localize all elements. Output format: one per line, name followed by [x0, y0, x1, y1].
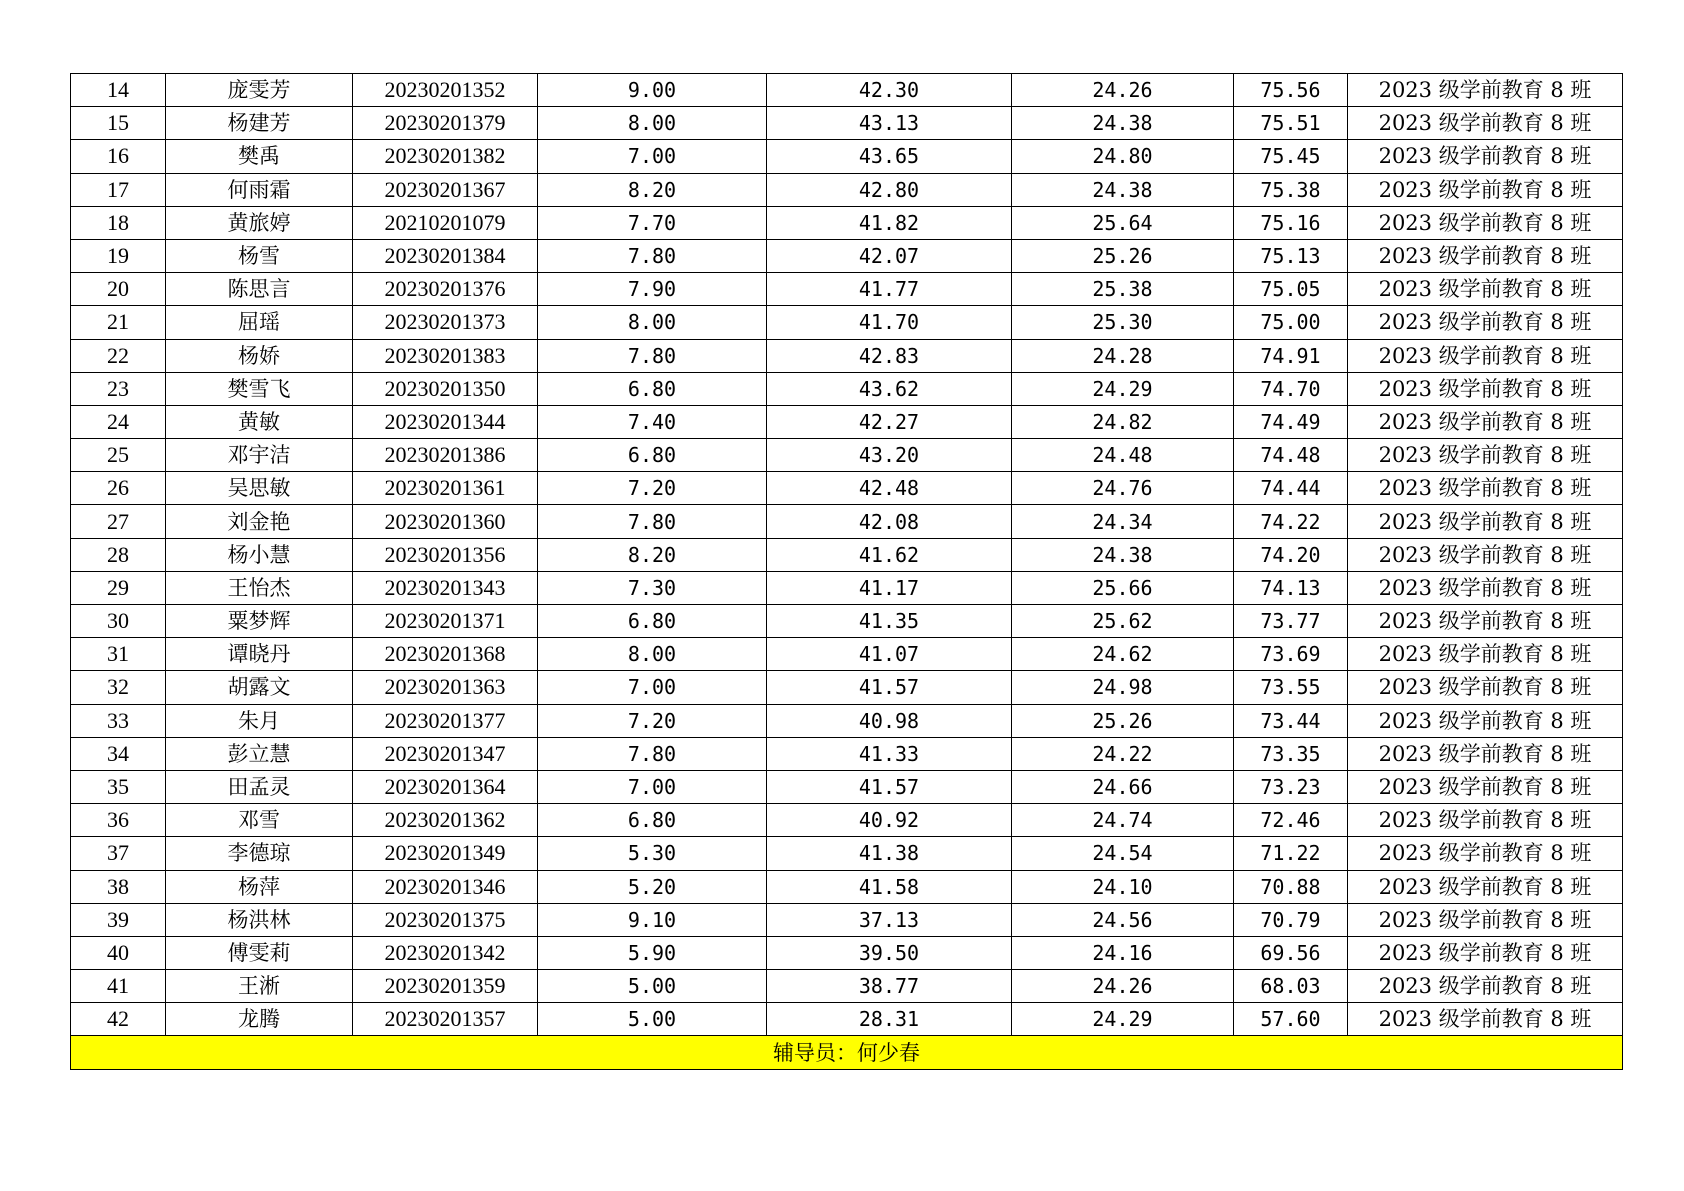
name-cell: 刘金艳 [166, 505, 353, 538]
score-b-cell: 41.17 [767, 571, 1012, 604]
student-id-cell: 20230201342 [353, 936, 538, 969]
score-b-cell: 41.07 [767, 638, 1012, 671]
name-cell: 杨洪林 [166, 903, 353, 936]
score-a-cell: 8.00 [538, 638, 767, 671]
score-c-cell: 24.26 [1012, 74, 1234, 107]
table-row [71, 737, 1623, 770]
score-c-cell: 25.26 [1012, 239, 1234, 272]
class-cell: 2023 级学前教育 8 班 [1348, 140, 1623, 173]
name-cell: 何雨霜 [166, 173, 353, 206]
class-cell: 2023 级学前教育 8 班 [1348, 74, 1623, 107]
student-id-cell: 20230201383 [353, 339, 538, 372]
table-row [71, 605, 1623, 638]
score-b-cell: 42.48 [767, 472, 1012, 505]
name-cell: 龙腾 [166, 1003, 353, 1036]
score-a-cell: 7.00 [538, 140, 767, 173]
rank-cell: 21 [71, 306, 166, 339]
rank-cell: 20 [71, 273, 166, 306]
total-cell: 73.23 [1234, 770, 1348, 803]
score-b-cell: 41.70 [767, 306, 1012, 339]
student-id-cell: 20230201375 [353, 903, 538, 936]
score-a-cell: 7.20 [538, 704, 767, 737]
name-cell: 邓宇洁 [166, 439, 353, 472]
score-b-cell: 41.57 [767, 770, 1012, 803]
class-cell: 2023 级学前教育 8 班 [1348, 970, 1623, 1003]
rank-cell: 23 [71, 372, 166, 405]
score-a-cell: 7.90 [538, 273, 767, 306]
score-c-cell: 25.62 [1012, 605, 1234, 638]
score-c-cell: 24.16 [1012, 936, 1234, 969]
rank-cell: 35 [71, 770, 166, 803]
table-row [71, 140, 1623, 173]
class-cell: 2023 级学前教育 8 班 [1348, 339, 1623, 372]
table-row [71, 638, 1623, 671]
class-cell: 2023 级学前教育 8 班 [1348, 870, 1623, 903]
score-b-cell: 41.33 [767, 737, 1012, 770]
rank-cell: 34 [71, 737, 166, 770]
score-b-cell: 41.62 [767, 538, 1012, 571]
table-row [71, 903, 1623, 936]
class-cell: 2023 级学前教育 8 班 [1348, 605, 1623, 638]
student-id-cell: 20230201343 [353, 571, 538, 604]
student-id-cell: 20230201346 [353, 870, 538, 903]
student-id-cell: 20230201357 [353, 1003, 538, 1036]
score-c-cell: 24.74 [1012, 804, 1234, 837]
score-b-cell: 40.92 [767, 804, 1012, 837]
total-cell: 74.70 [1234, 372, 1348, 405]
score-b-cell: 28.31 [767, 1003, 1012, 1036]
table-row [71, 505, 1623, 538]
score-a-cell: 9.00 [538, 74, 767, 107]
rank-cell: 16 [71, 140, 166, 173]
score-a-cell: 6.80 [538, 372, 767, 405]
name-cell: 王怡杰 [166, 571, 353, 604]
table-body [71, 74, 1623, 1036]
score-a-cell: 7.40 [538, 405, 767, 438]
score-b-cell: 39.50 [767, 936, 1012, 969]
score-a-cell: 5.30 [538, 837, 767, 870]
score-c-cell: 25.38 [1012, 273, 1234, 306]
table-row [71, 804, 1623, 837]
student-id-cell: 20230201368 [353, 638, 538, 671]
class-cell: 2023 级学前教育 8 班 [1348, 704, 1623, 737]
score-a-cell: 5.00 [538, 970, 767, 1003]
total-cell: 73.44 [1234, 704, 1348, 737]
rank-cell: 36 [71, 804, 166, 837]
score-b-cell: 37.13 [767, 903, 1012, 936]
rank-cell: 31 [71, 638, 166, 671]
class-cell: 2023 级学前教育 8 班 [1348, 571, 1623, 604]
total-cell: 74.49 [1234, 405, 1348, 438]
class-cell: 2023 级学前教育 8 班 [1348, 107, 1623, 140]
score-b-cell: 42.27 [767, 405, 1012, 438]
student-id-cell: 20230201371 [353, 605, 538, 638]
score-b-cell: 41.58 [767, 870, 1012, 903]
score-a-cell: 5.00 [538, 1003, 767, 1036]
rank-cell: 18 [71, 206, 166, 239]
score-table [70, 73, 1623, 1070]
total-cell: 75.05 [1234, 273, 1348, 306]
score-b-cell: 41.82 [767, 206, 1012, 239]
name-cell: 粟梦辉 [166, 605, 353, 638]
class-cell: 2023 级学前教育 8 班 [1348, 538, 1623, 571]
score-c-cell: 24.82 [1012, 405, 1234, 438]
score-c-cell: 24.26 [1012, 970, 1234, 1003]
total-cell: 75.45 [1234, 140, 1348, 173]
student-id-cell: 20210201079 [353, 206, 538, 239]
class-cell: 2023 级学前教育 8 班 [1348, 638, 1623, 671]
score-a-cell: 7.30 [538, 571, 767, 604]
score-c-cell: 24.34 [1012, 505, 1234, 538]
score-c-cell: 24.10 [1012, 870, 1234, 903]
total-cell: 57.60 [1234, 1003, 1348, 1036]
student-id-cell: 20230201350 [353, 372, 538, 405]
total-cell: 74.91 [1234, 339, 1348, 372]
total-cell: 75.38 [1234, 173, 1348, 206]
total-cell: 73.55 [1234, 671, 1348, 704]
class-cell: 2023 级学前教育 8 班 [1348, 206, 1623, 239]
total-cell: 71.22 [1234, 837, 1348, 870]
rank-cell: 14 [71, 74, 166, 107]
table-row [71, 306, 1623, 339]
total-cell: 68.03 [1234, 970, 1348, 1003]
table-row [71, 704, 1623, 737]
student-id-cell: 20230201359 [353, 970, 538, 1003]
score-a-cell: 7.00 [538, 671, 767, 704]
score-c-cell: 25.64 [1012, 206, 1234, 239]
score-b-cell: 43.20 [767, 439, 1012, 472]
score-a-cell: 8.00 [538, 306, 767, 339]
table-row [71, 206, 1623, 239]
score-a-cell: 8.00 [538, 107, 767, 140]
class-cell: 2023 级学前教育 8 班 [1348, 804, 1623, 837]
class-cell: 2023 级学前教育 8 班 [1348, 405, 1623, 438]
class-cell: 2023 级学前教育 8 班 [1348, 903, 1623, 936]
name-cell: 庞雯芳 [166, 74, 353, 107]
score-b-cell: 42.80 [767, 173, 1012, 206]
total-cell: 69.56 [1234, 936, 1348, 969]
score-c-cell: 25.30 [1012, 306, 1234, 339]
rank-cell: 17 [71, 173, 166, 206]
name-cell: 邓雪 [166, 804, 353, 837]
rank-cell: 42 [71, 1003, 166, 1036]
score-c-cell: 24.54 [1012, 837, 1234, 870]
table-row [71, 273, 1623, 306]
student-id-cell: 20230201363 [353, 671, 538, 704]
name-cell: 胡露文 [166, 671, 353, 704]
name-cell: 黄旅婷 [166, 206, 353, 239]
name-cell: 吴思敏 [166, 472, 353, 505]
name-cell: 彭立慧 [166, 737, 353, 770]
score-b-cell: 42.30 [767, 74, 1012, 107]
score-c-cell: 24.38 [1012, 538, 1234, 571]
score-a-cell: 6.80 [538, 439, 767, 472]
score-a-cell: 8.20 [538, 538, 767, 571]
score-c-cell: 24.66 [1012, 770, 1234, 803]
class-cell: 2023 级学前教育 8 班 [1348, 936, 1623, 969]
score-b-cell: 42.83 [767, 339, 1012, 372]
name-cell: 杨娇 [166, 339, 353, 372]
student-id-cell: 20230201360 [353, 505, 538, 538]
student-id-cell: 20230201356 [353, 538, 538, 571]
total-cell: 74.48 [1234, 439, 1348, 472]
score-c-cell: 24.38 [1012, 173, 1234, 206]
name-cell: 田孟灵 [166, 770, 353, 803]
student-id-cell: 20230201367 [353, 173, 538, 206]
counselor-cell: 辅导员：何少春 [71, 1036, 1623, 1069]
name-cell: 陈思言 [166, 273, 353, 306]
rank-cell: 32 [71, 671, 166, 704]
counselor-row [71, 1036, 1623, 1069]
class-cell: 2023 级学前教育 8 班 [1348, 306, 1623, 339]
score-b-cell: 41.38 [767, 837, 1012, 870]
table-row [71, 936, 1623, 969]
name-cell: 王淅 [166, 970, 353, 1003]
class-cell: 2023 级学前教育 8 班 [1348, 439, 1623, 472]
score-c-cell: 24.28 [1012, 339, 1234, 372]
score-b-cell: 41.35 [767, 605, 1012, 638]
rank-cell: 41 [71, 970, 166, 1003]
score-c-cell: 24.29 [1012, 1003, 1234, 1036]
table-row [71, 472, 1623, 505]
rank-cell: 22 [71, 339, 166, 372]
score-c-cell: 25.26 [1012, 704, 1234, 737]
score-a-cell: 6.80 [538, 605, 767, 638]
score-a-cell: 7.70 [538, 206, 767, 239]
total-cell: 75.13 [1234, 239, 1348, 272]
student-id-cell: 20230201347 [353, 737, 538, 770]
rank-cell: 29 [71, 571, 166, 604]
total-cell: 75.00 [1234, 306, 1348, 339]
class-cell: 2023 级学前教育 8 班 [1348, 770, 1623, 803]
score-b-cell: 43.62 [767, 372, 1012, 405]
total-cell: 74.20 [1234, 538, 1348, 571]
score-a-cell: 9.10 [538, 903, 767, 936]
name-cell: 黄敏 [166, 405, 353, 438]
score-a-cell: 7.80 [538, 737, 767, 770]
total-cell: 74.13 [1234, 571, 1348, 604]
rank-cell: 33 [71, 704, 166, 737]
table-row [71, 1003, 1623, 1036]
rank-cell: 38 [71, 870, 166, 903]
class-cell: 2023 级学前教育 8 班 [1348, 505, 1623, 538]
total-cell: 74.44 [1234, 472, 1348, 505]
score-c-cell: 24.76 [1012, 472, 1234, 505]
rank-cell: 26 [71, 472, 166, 505]
total-cell: 73.77 [1234, 605, 1348, 638]
rank-cell: 15 [71, 107, 166, 140]
table-row [71, 538, 1623, 571]
score-c-cell: 24.48 [1012, 439, 1234, 472]
score-b-cell: 42.07 [767, 239, 1012, 272]
total-cell: 75.16 [1234, 206, 1348, 239]
name-cell: 杨雪 [166, 239, 353, 272]
total-cell: 75.56 [1234, 74, 1348, 107]
student-id-cell: 20230201382 [353, 140, 538, 173]
student-id-cell: 20230201384 [353, 239, 538, 272]
class-cell: 2023 级学前教育 8 班 [1348, 671, 1623, 704]
name-cell: 朱月 [166, 704, 353, 737]
class-cell: 2023 级学前教育 8 班 [1348, 837, 1623, 870]
table-row [71, 173, 1623, 206]
total-cell: 70.79 [1234, 903, 1348, 936]
rank-cell: 19 [71, 239, 166, 272]
rank-cell: 25 [71, 439, 166, 472]
rank-cell: 37 [71, 837, 166, 870]
total-cell: 74.22 [1234, 505, 1348, 538]
total-cell: 73.35 [1234, 737, 1348, 770]
class-cell: 2023 级学前教育 8 班 [1348, 173, 1623, 206]
table-row [71, 372, 1623, 405]
student-id-cell: 20230201362 [353, 804, 538, 837]
name-cell: 杨小慧 [166, 538, 353, 571]
class-cell: 2023 级学前教育 8 班 [1348, 239, 1623, 272]
score-c-cell: 24.80 [1012, 140, 1234, 173]
total-cell: 73.69 [1234, 638, 1348, 671]
score-a-cell: 7.00 [538, 770, 767, 803]
rank-cell: 30 [71, 605, 166, 638]
score-c-cell: 24.62 [1012, 638, 1234, 671]
score-b-cell: 42.08 [767, 505, 1012, 538]
score-b-cell: 43.13 [767, 107, 1012, 140]
table-row [71, 870, 1623, 903]
name-cell: 李德琼 [166, 837, 353, 870]
score-a-cell: 5.90 [538, 936, 767, 969]
score-c-cell: 25.66 [1012, 571, 1234, 604]
rank-cell: 39 [71, 903, 166, 936]
score-a-cell: 7.80 [538, 339, 767, 372]
score-b-cell: 43.65 [767, 140, 1012, 173]
name-cell: 樊禹 [166, 140, 353, 173]
student-id-cell: 20230201376 [353, 273, 538, 306]
class-cell: 2023 级学前教育 8 班 [1348, 1003, 1623, 1036]
table-row [71, 107, 1623, 140]
class-cell: 2023 级学前教育 8 班 [1348, 372, 1623, 405]
score-b-cell: 41.77 [767, 273, 1012, 306]
table-row [71, 74, 1623, 107]
table-row [71, 339, 1623, 372]
score-c-cell: 24.56 [1012, 903, 1234, 936]
rank-cell: 24 [71, 405, 166, 438]
score-c-cell: 24.29 [1012, 372, 1234, 405]
name-cell: 屈瑶 [166, 306, 353, 339]
score-c-cell: 24.38 [1012, 107, 1234, 140]
table-row [71, 239, 1623, 272]
total-cell: 70.88 [1234, 870, 1348, 903]
total-cell: 72.46 [1234, 804, 1348, 837]
table-row [71, 405, 1623, 438]
score-b-cell: 38.77 [767, 970, 1012, 1003]
score-a-cell: 6.80 [538, 804, 767, 837]
class-cell: 2023 级学前教育 8 班 [1348, 273, 1623, 306]
student-id-cell: 20230201377 [353, 704, 538, 737]
score-b-cell: 41.57 [767, 671, 1012, 704]
table-row [71, 671, 1623, 704]
score-c-cell: 24.22 [1012, 737, 1234, 770]
score-c-cell: 24.98 [1012, 671, 1234, 704]
name-cell: 樊雪飞 [166, 372, 353, 405]
table-row [71, 837, 1623, 870]
name-cell: 谭晓丹 [166, 638, 353, 671]
student-id-cell: 20230201364 [353, 770, 538, 803]
score-a-cell: 7.80 [538, 239, 767, 272]
rank-cell: 40 [71, 936, 166, 969]
name-cell: 杨建芳 [166, 107, 353, 140]
student-id-cell: 20230201344 [353, 405, 538, 438]
student-id-cell: 20230201373 [353, 306, 538, 339]
total-cell: 75.51 [1234, 107, 1348, 140]
student-id-cell: 20230201361 [353, 472, 538, 505]
student-id-cell: 20230201349 [353, 837, 538, 870]
table-row [71, 770, 1623, 803]
table-row [71, 439, 1623, 472]
student-id-cell: 20230201386 [353, 439, 538, 472]
rank-cell: 28 [71, 538, 166, 571]
class-cell: 2023 级学前教育 8 班 [1348, 472, 1623, 505]
name-cell: 傅雯莉 [166, 936, 353, 969]
score-a-cell: 7.20 [538, 472, 767, 505]
class-cell: 2023 级学前教育 8 班 [1348, 737, 1623, 770]
student-id-cell: 20230201352 [353, 74, 538, 107]
student-id-cell: 20230201379 [353, 107, 538, 140]
score-a-cell: 7.80 [538, 505, 767, 538]
rank-cell: 27 [71, 505, 166, 538]
table-row [71, 970, 1623, 1003]
table-row [71, 571, 1623, 604]
score-a-cell: 5.20 [538, 870, 767, 903]
name-cell: 杨萍 [166, 870, 353, 903]
score-b-cell: 40.98 [767, 704, 1012, 737]
score-a-cell: 8.20 [538, 173, 767, 206]
